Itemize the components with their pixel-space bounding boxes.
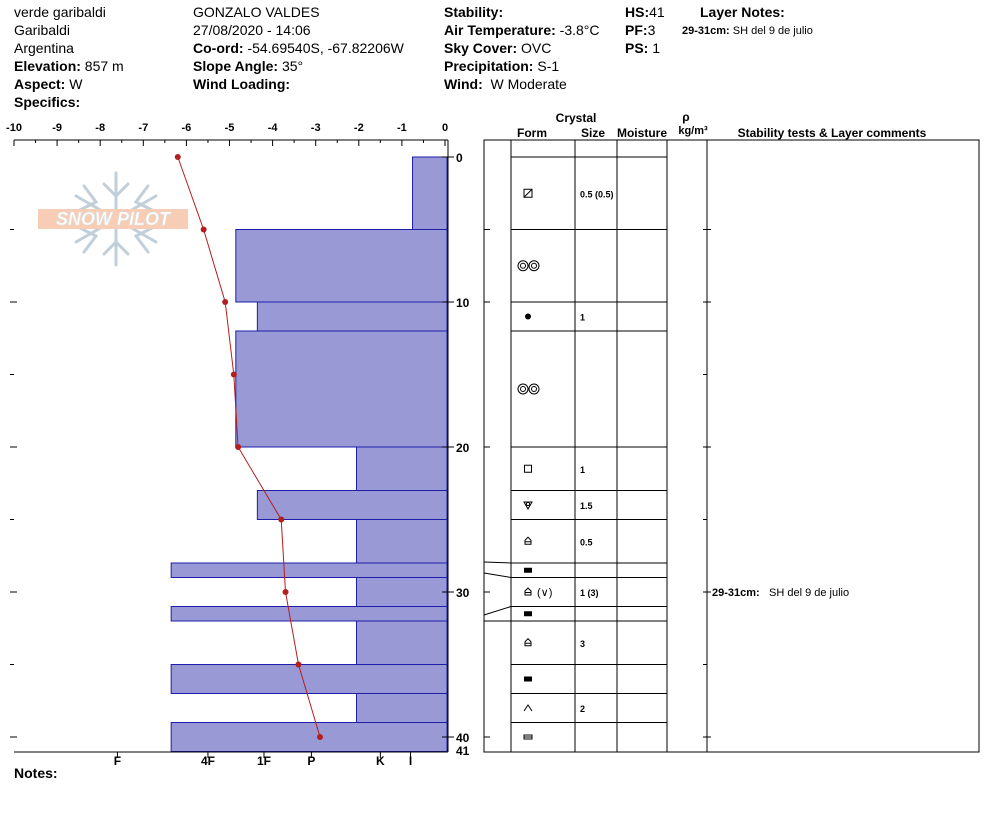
rounded-double-icon bbox=[518, 261, 539, 271]
temperature-point bbox=[222, 299, 228, 305]
depth-tick-label: 20 bbox=[456, 441, 470, 455]
layer-comment-depth: 29-31cm: bbox=[712, 587, 760, 599]
ice-icon bbox=[524, 677, 532, 682]
cup-icon bbox=[524, 705, 532, 711]
elevation-value: 857 m bbox=[84, 58, 124, 74]
depth-max-label: 41 bbox=[456, 744, 470, 758]
elevation-label: Elevation: bbox=[14, 58, 81, 74]
dot-icon bbox=[525, 314, 531, 320]
crust-icon bbox=[524, 735, 532, 739]
wind-value: W Moderate bbox=[490, 76, 567, 92]
icon-part bbox=[529, 384, 539, 394]
layer-notes-label: Layer Notes: bbox=[700, 4, 785, 20]
temperature-point bbox=[317, 734, 323, 740]
hs-value: 41 bbox=[649, 4, 665, 20]
site-name: verde garibaldi bbox=[14, 4, 106, 20]
precip-value: S-1 bbox=[537, 58, 560, 74]
air-temp-value: -3.8°C bbox=[559, 22, 600, 38]
layer-size: 1.5 bbox=[580, 501, 593, 511]
rho-header: ρ bbox=[682, 110, 690, 124]
icon-part bbox=[524, 705, 532, 711]
sky-value: OVC bbox=[521, 40, 552, 56]
temperature-point bbox=[283, 589, 289, 595]
moisture-header: Moisture bbox=[616, 126, 668, 140]
layer-size: 1 bbox=[580, 312, 586, 323]
hardness-tick-label: K bbox=[376, 754, 385, 768]
temperature-tick-label: -2 bbox=[353, 122, 364, 134]
slope-value: 35° bbox=[281, 58, 304, 74]
sky-label: Sky Cover: bbox=[444, 40, 518, 56]
rounded-double-icon bbox=[518, 384, 539, 394]
temperature-tick-label: -4 bbox=[267, 122, 278, 134]
temperature-tick-label: -9 bbox=[52, 122, 62, 134]
depth-tick-label: 30 bbox=[456, 586, 470, 600]
hardness-bar bbox=[356, 520, 447, 564]
layer-comment-text: SH del 9 de julio bbox=[769, 587, 850, 599]
hardness-bar bbox=[236, 331, 447, 447]
crystal-header: Crystal bbox=[555, 111, 597, 125]
layer-note-depth: 29-31cm: bbox=[682, 25, 730, 37]
hardness-bar bbox=[171, 563, 447, 578]
temperature-tick-label: -6 bbox=[181, 122, 192, 134]
depth-hoar-icon bbox=[525, 537, 531, 544]
icon-part bbox=[524, 568, 532, 573]
temperature-point bbox=[235, 444, 241, 450]
specifics-label: Specifics: bbox=[14, 94, 81, 110]
observer-name: GONZALO VALDES bbox=[193, 4, 320, 20]
hs-label: HS: bbox=[625, 4, 650, 20]
icon-part bbox=[521, 263, 526, 268]
snowpilot-logo bbox=[38, 173, 188, 265]
temperature-point bbox=[278, 517, 284, 523]
table-connector-line bbox=[484, 562, 511, 563]
aspect-value: W bbox=[69, 76, 83, 92]
icon-part bbox=[524, 611, 532, 616]
temperature-point bbox=[295, 662, 301, 668]
depth-hoar-surface-hoar-icon bbox=[525, 588, 531, 595]
icon-part bbox=[524, 189, 532, 197]
comments-header: Stability tests & Layer comments bbox=[737, 126, 927, 140]
facet-icon bbox=[525, 465, 532, 472]
wind-label: Wind: bbox=[444, 76, 483, 92]
size-header: Size bbox=[580, 126, 606, 140]
hardness-bar bbox=[236, 230, 447, 303]
ps-label: PS: bbox=[625, 40, 649, 56]
hardness-bar bbox=[356, 447, 447, 491]
table-connector-line bbox=[484, 607, 511, 616]
layer-size: 0.5 (0.5) bbox=[580, 189, 614, 200]
hardness-tick-label: 1F bbox=[256, 754, 271, 768]
hardness-bar bbox=[171, 723, 447, 752]
hardness-bar bbox=[257, 302, 447, 331]
air-temp-label: Air Temperature: bbox=[444, 22, 556, 38]
temperature-tick-label: 0 bbox=[441, 122, 449, 134]
temperature-tick-label: -10 bbox=[6, 122, 22, 134]
temperature-point bbox=[175, 154, 181, 160]
hardness-bar bbox=[171, 607, 447, 622]
density-header: kg/m³ bbox=[678, 125, 708, 137]
mixed-facet-icon bbox=[524, 502, 532, 509]
icon-part bbox=[518, 261, 528, 271]
temperature-point bbox=[231, 372, 237, 378]
icon-part bbox=[524, 677, 532, 682]
hardness-bar bbox=[413, 157, 447, 230]
temperature-tick-label: -3 bbox=[310, 122, 321, 134]
icon-part bbox=[525, 537, 531, 544]
icon-part bbox=[526, 502, 529, 505]
layer-note-text: SH del 9 de julio bbox=[732, 25, 813, 37]
hardness-tick-label: 4F bbox=[200, 754, 215, 768]
icon-part bbox=[525, 465, 532, 472]
precip-label: Precipitation: bbox=[444, 58, 534, 74]
layer-size: 1 bbox=[580, 464, 586, 475]
notes-label: Notes: bbox=[14, 765, 58, 781]
icon-part bbox=[532, 387, 537, 392]
area-name: Garibaldi bbox=[14, 22, 71, 38]
coord-value: -54.69540S, -67.82206W bbox=[247, 40, 404, 56]
temperature-point bbox=[201, 227, 207, 233]
hardness-bar bbox=[257, 491, 447, 520]
ice-icon bbox=[524, 611, 532, 616]
icon-part bbox=[525, 588, 531, 595]
icon-part bbox=[529, 261, 539, 271]
hardness-layers bbox=[171, 157, 447, 752]
temperature-tick-label: -7 bbox=[138, 122, 149, 134]
temperature-tick-label: -1 bbox=[397, 122, 407, 134]
icon-part bbox=[525, 639, 531, 646]
depth-tick-label: 0 bbox=[456, 151, 463, 165]
aspect-label: Aspect: bbox=[14, 76, 66, 92]
depth-tick-label: 10 bbox=[456, 296, 470, 310]
layer-size: 3 bbox=[580, 638, 586, 649]
country-name: Argentina bbox=[14, 40, 74, 56]
temperature-tick-label: -5 bbox=[224, 122, 235, 134]
logo-text: SNOW PILOT bbox=[56, 209, 170, 229]
pf-label: PF: bbox=[625, 22, 648, 38]
precip-frag-icon bbox=[524, 189, 532, 197]
ps-value: 1 bbox=[652, 40, 661, 56]
hardness-tick-label: I bbox=[408, 754, 413, 768]
slope-label: Slope Angle: bbox=[193, 58, 279, 74]
hardness-bar bbox=[356, 694, 447, 723]
layer-size: 0.5 bbox=[580, 537, 593, 548]
form-header: Form bbox=[517, 126, 547, 140]
table-frame bbox=[484, 140, 979, 752]
icon-part bbox=[518, 384, 528, 394]
depth-tick-label: 40 bbox=[456, 731, 470, 745]
wind-loading-label: Wind Loading: bbox=[193, 76, 291, 92]
table-connector-line bbox=[484, 573, 511, 578]
ice-icon bbox=[524, 568, 532, 573]
layer-size: 1 (3) bbox=[580, 588, 599, 598]
hardness-bar bbox=[356, 621, 447, 665]
hardness-bar bbox=[356, 578, 447, 607]
depth-hoar-icon bbox=[525, 639, 531, 646]
observation-datetime: 27/08/2020 - 14:06 bbox=[193, 22, 311, 38]
layer-table bbox=[484, 110, 979, 752]
temperature-tick-label: -8 bbox=[95, 122, 106, 134]
icon-part bbox=[525, 314, 531, 320]
hardness-tick-label: P bbox=[307, 754, 316, 768]
icon-part bbox=[521, 387, 526, 392]
icon-part bbox=[532, 263, 537, 268]
pf-value: 3 bbox=[647, 22, 656, 38]
coord-label: Co-ord: bbox=[193, 40, 244, 56]
hardness-tick-label: F bbox=[113, 754, 122, 768]
form-secondary-text: (∨) bbox=[537, 587, 553, 599]
layer-size: 2 bbox=[580, 704, 586, 714]
stability-label: Stability: bbox=[444, 4, 504, 20]
hardness-bar bbox=[171, 665, 447, 694]
